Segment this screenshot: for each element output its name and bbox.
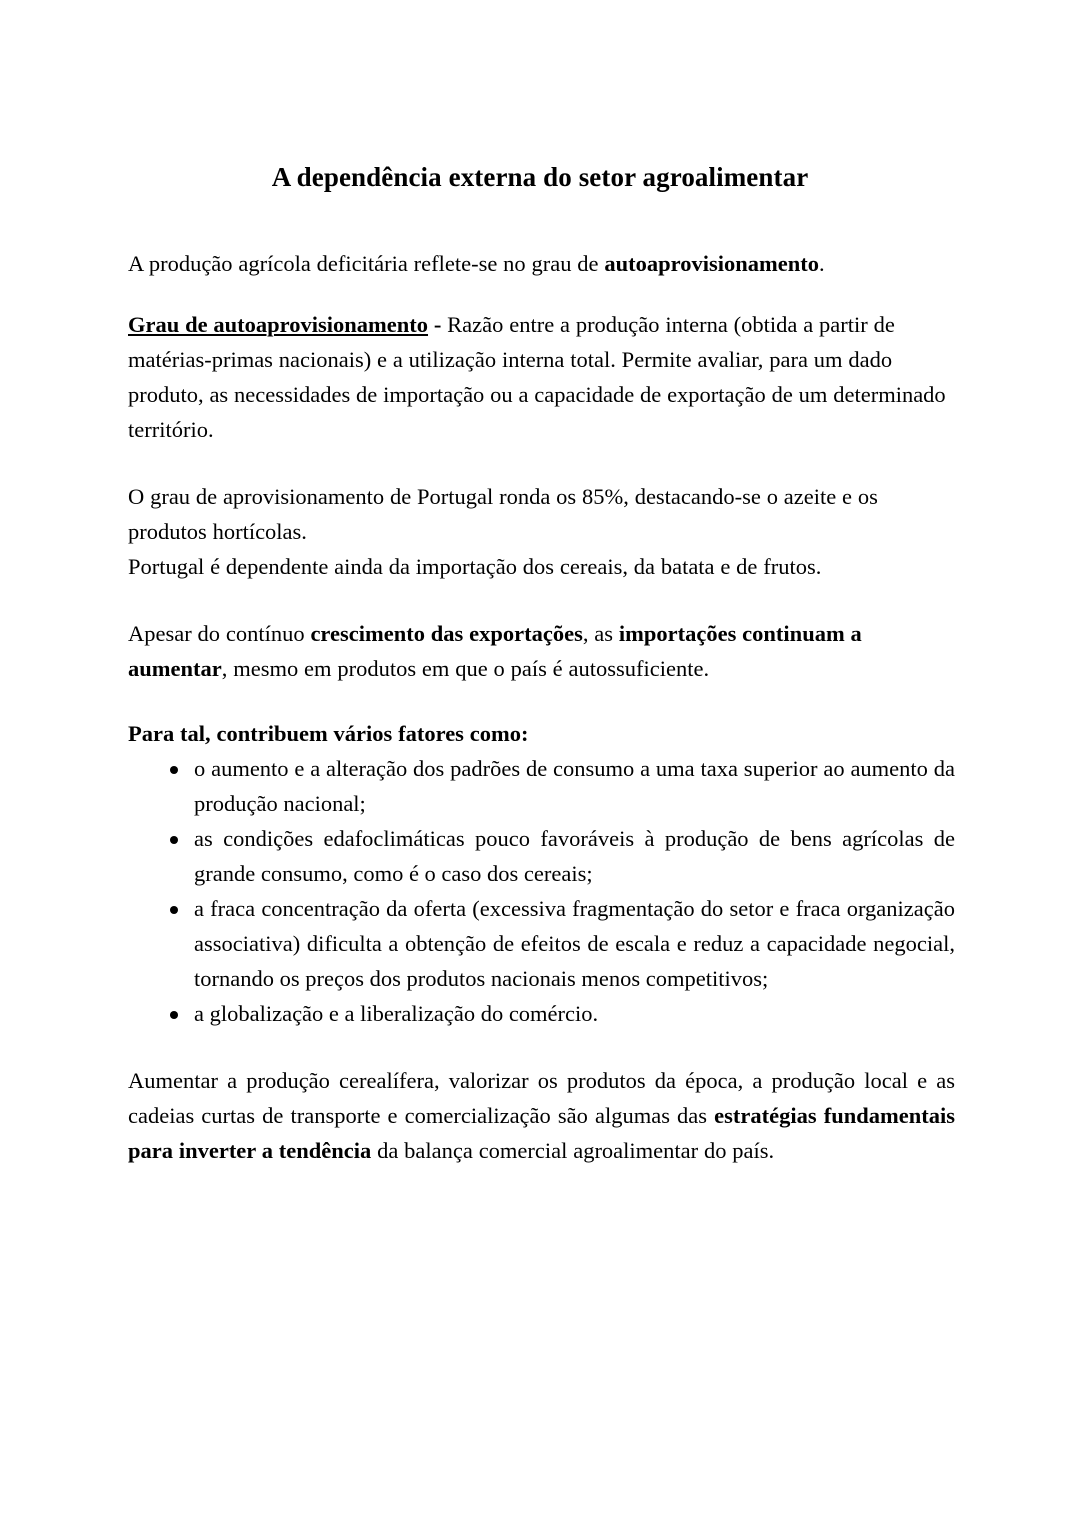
page-title: A dependência externa do setor agroalimentar bbox=[271, 162, 809, 192]
trade-text-middle: , as bbox=[582, 621, 619, 646]
intro-bold-term: autoaprovisionamento bbox=[604, 251, 819, 276]
list-item bbox=[128, 821, 955, 891]
trade-text-tail: , mesmo em produtos em que o país é autossuficiente. bbox=[221, 656, 710, 681]
conclusion-bold-strategies: estratégias fundamentais para inverter a tendência bbox=[128, 1103, 955, 1163]
trade-balance-paragraph bbox=[128, 616, 955, 686]
list-item-text: a fraca concentração da oferta (excessiva fragmentação do setor e fraca organização associativa) dificulta a obtenção de efeitos de escala e reduz a capacidade negocial, tornando os preços dos produtos nacionais menos competitivos; bbox=[194, 896, 955, 991]
self-sufficiency-line-2: Portugal é dependente ainda da importação dos cereais, da batata e de frutos. bbox=[128, 554, 822, 579]
trade-text-lead: Apesar do contínuo bbox=[128, 621, 311, 646]
list-item-text: o aumento e a alteração dos padrões de consumo a uma taxa superior ao aumento da produção nacional; bbox=[194, 756, 955, 816]
spacer-before-trade-paragraph bbox=[128, 584, 955, 616]
conclusion-text-lead: Aumentar a produção cerealífera, valorizar os produtos da época, a produção local e as cadeias curtas de transporte e comercialização são algumas das bbox=[128, 1068, 955, 1128]
list-item-text: as condições edafoclimáticas pouco favoráveis à produção de bens agrícolas de grande consumo, como é o caso dos cereais; bbox=[194, 826, 955, 886]
spacer-before-definition bbox=[128, 281, 955, 307]
list-item bbox=[128, 751, 955, 821]
self-sufficiency-line-1: O grau de aprovisionamento de Portugal ronda os 85%, destacando-se o azeite e os produtos hortícolas. bbox=[128, 484, 878, 544]
definition-dash: - bbox=[428, 312, 448, 337]
spacer-before-factors bbox=[128, 686, 955, 716]
definition-body: Razão entre a produção interna (obtida a partir de matérias-primas nacionais) e a utilização interna total. Permite avaliar, para um dado produto, as necessidades de importação ou a capacidade de exportação de um determinado território. bbox=[128, 312, 946, 442]
definition-paragraph bbox=[128, 307, 955, 447]
list-item bbox=[128, 891, 955, 996]
spacer-before-conclusion bbox=[128, 1031, 955, 1063]
spacer-before-rate-paragraph bbox=[128, 447, 955, 479]
intro-text-tail: . bbox=[818, 251, 825, 276]
trade-bold-exports: crescimento das exportações bbox=[310, 621, 583, 646]
trade-bold-imports: importações continuam a aumentar bbox=[128, 621, 862, 681]
list-item bbox=[128, 996, 955, 1031]
intro-text-lead: A produção agrícola deficitária reflete-se no grau de bbox=[128, 251, 605, 276]
conclusion-text-tail: da balança comercial agroalimentar do país. bbox=[371, 1138, 775, 1163]
intro-paragraph bbox=[128, 246, 955, 281]
factors-heading: Para tal, contribuem vários fatores como: bbox=[128, 721, 529, 746]
factors-list bbox=[128, 751, 955, 1031]
definition-term: Grau de autoaprovisionamento bbox=[128, 312, 429, 337]
conclusion-paragraph bbox=[128, 1063, 955, 1168]
spacer-after-title bbox=[128, 194, 955, 246]
list-item-text: a globalização e a liberalização do comércio. bbox=[194, 1001, 599, 1026]
